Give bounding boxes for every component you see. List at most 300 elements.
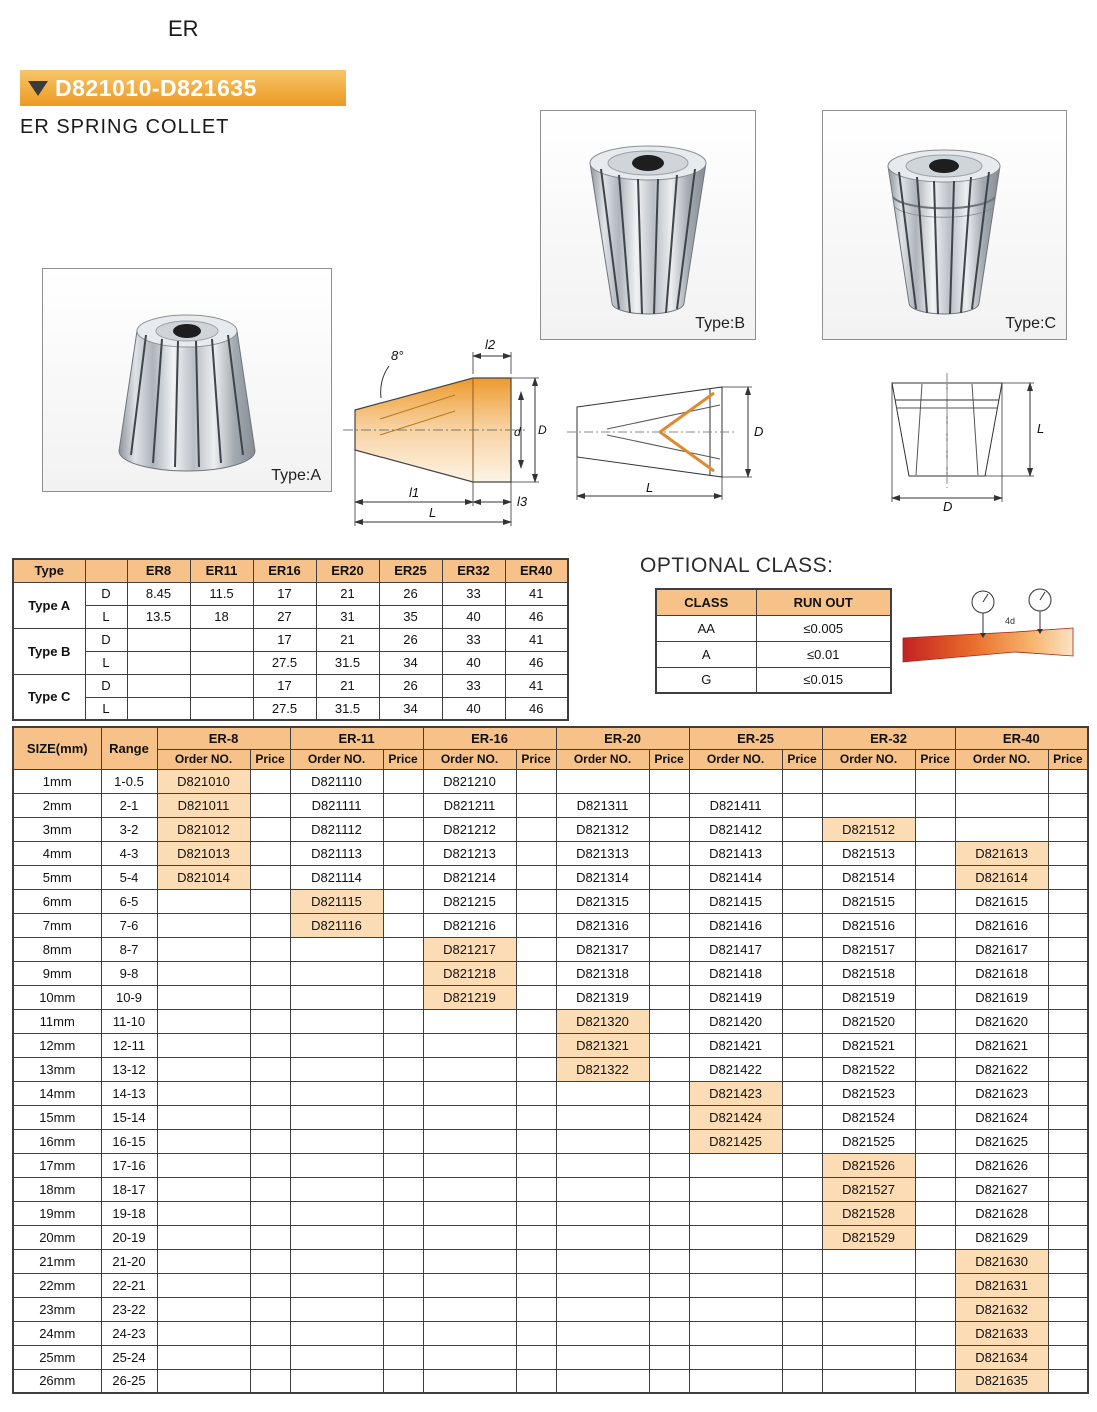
price-cell — [383, 1033, 423, 1057]
price-cell — [383, 817, 423, 841]
order-no-cell — [157, 1009, 250, 1033]
price-cell — [516, 841, 556, 865]
order-no-cell — [423, 1345, 516, 1369]
order-no-cell: D821313 — [556, 841, 649, 865]
order-no-cell: D821613 — [955, 841, 1048, 865]
price-cell — [915, 961, 955, 985]
order-row — [13, 1225, 1088, 1249]
price-cell — [1048, 1249, 1088, 1273]
price-cell — [915, 1057, 955, 1081]
price-header-cell: Price — [1048, 749, 1088, 769]
dim-value-cell — [127, 651, 190, 674]
order-no-cell — [290, 1129, 383, 1153]
dim-value-cell: 27.5 — [253, 651, 316, 674]
price-cell — [1048, 1297, 1088, 1321]
price-cell — [782, 1105, 822, 1129]
price-cell — [250, 1081, 290, 1105]
price-cell — [649, 937, 689, 961]
order-no-cell: D821623 — [955, 1081, 1048, 1105]
order-no-header-cell: Order NO. — [157, 749, 250, 769]
order-no-cell — [556, 1321, 649, 1345]
order-no-cell — [556, 1345, 649, 1369]
order-row — [13, 1009, 1088, 1033]
dim-header-cell — [85, 559, 127, 582]
order-no-cell — [290, 985, 383, 1009]
order-row — [13, 889, 1088, 913]
order-row — [13, 1273, 1088, 1297]
order-no-cell — [157, 1369, 250, 1393]
order-no-cell — [556, 1369, 649, 1393]
order-no-cell: D821014 — [157, 865, 250, 889]
range-cell: 16-15 — [101, 1129, 157, 1153]
dim-row — [13, 651, 568, 674]
triangle-marker-icon — [28, 81, 48, 96]
order-no-cell — [556, 1297, 649, 1321]
order-row — [13, 1297, 1088, 1321]
size-cell: 15mm — [13, 1105, 101, 1129]
price-cell — [1048, 1009, 1088, 1033]
order-no-cell: D821421 — [689, 1033, 782, 1057]
order-row — [13, 1249, 1088, 1273]
order-no-cell — [157, 1201, 250, 1225]
price-cell — [782, 817, 822, 841]
price-cell — [383, 1297, 423, 1321]
price-cell — [516, 1201, 556, 1225]
dim-value-cell: 41 — [505, 674, 568, 697]
order-no-cell — [556, 1081, 649, 1105]
price-cell — [383, 841, 423, 865]
price-cell — [782, 1201, 822, 1225]
order-no-cell — [423, 1249, 516, 1273]
order-row — [13, 865, 1088, 889]
dim-letter-cell: D — [85, 674, 127, 697]
order-no-cell — [157, 889, 250, 913]
order-no-cell — [157, 937, 250, 961]
order-no-cell: D821322 — [556, 1057, 649, 1081]
order-no-cell — [822, 769, 915, 793]
price-cell — [782, 1057, 822, 1081]
order-no-cell: D821412 — [689, 817, 782, 841]
dim-value-cell — [127, 628, 190, 651]
price-cell — [782, 913, 822, 937]
price-cell — [649, 1273, 689, 1297]
order-row — [13, 1177, 1088, 1201]
dim-value-cell — [127, 674, 190, 697]
price-cell — [649, 1009, 689, 1033]
price-cell — [649, 793, 689, 817]
price-cell — [250, 1369, 290, 1393]
dim-header-cell: ER40 — [505, 559, 568, 582]
dim-value-cell: 33 — [442, 674, 505, 697]
range-cell: 10-9 — [101, 985, 157, 1009]
price-cell — [383, 1105, 423, 1129]
price-cell — [649, 841, 689, 865]
dim-value-cell: 8.45 — [127, 582, 190, 605]
price-cell — [915, 985, 955, 1009]
price-cell — [516, 1009, 556, 1033]
order-no-cell: D821622 — [955, 1057, 1048, 1081]
class-value: AA — [656, 615, 756, 641]
order-no-cell: D821632 — [955, 1297, 1048, 1321]
order-no-cell — [157, 961, 250, 985]
dimensions-table — [12, 558, 569, 721]
price-cell — [516, 1249, 556, 1273]
dim-row — [13, 674, 568, 697]
price-cell — [782, 1129, 822, 1153]
order-no-cell — [689, 1249, 782, 1273]
class-row — [656, 641, 891, 667]
price-cell — [782, 769, 822, 793]
price-cell — [250, 961, 290, 985]
order-no-cell: D821519 — [822, 985, 915, 1009]
class-header: CLASS — [656, 589, 756, 615]
order-header-row-sub — [13, 749, 1088, 769]
range-cell: 14-13 — [101, 1081, 157, 1105]
size-cell: 11mm — [13, 1009, 101, 1033]
size-cell: 14mm — [13, 1081, 101, 1105]
size-cell: 18mm — [13, 1177, 101, 1201]
order-no-cell: D821212 — [423, 817, 516, 841]
size-cell: 19mm — [13, 1201, 101, 1225]
price-cell — [1048, 793, 1088, 817]
price-cell — [250, 1009, 290, 1033]
dim-header-cell: ER11 — [190, 559, 253, 582]
order-row — [13, 1201, 1088, 1225]
order-no-cell — [290, 1105, 383, 1129]
runout-value: ≤0.01 — [756, 641, 891, 667]
price-cell — [915, 1105, 955, 1129]
order-no-cell: D821423 — [689, 1081, 782, 1105]
price-cell — [1048, 1273, 1088, 1297]
order-no-cell — [689, 1225, 782, 1249]
order-no-cell: D821321 — [556, 1033, 649, 1057]
dim-value-cell: 21 — [316, 628, 379, 651]
dim-value-cell: 26 — [379, 582, 442, 605]
order-no-cell — [556, 1105, 649, 1129]
dim-row — [13, 697, 568, 720]
price-cell — [649, 1249, 689, 1273]
order-no-cell: D821513 — [822, 841, 915, 865]
price-cell — [383, 1249, 423, 1273]
price-cell — [649, 1057, 689, 1081]
range-cell: 3-2 — [101, 817, 157, 841]
order-table-body — [13, 769, 1088, 1393]
order-no-cell: D821113 — [290, 841, 383, 865]
dim-table-head — [13, 559, 568, 582]
dim-L-label: L — [429, 505, 437, 520]
price-cell — [782, 889, 822, 913]
size-header-cell: SIZE(mm) — [13, 727, 101, 769]
range-cell: 20-19 — [101, 1225, 157, 1249]
order-no-cell — [689, 1201, 782, 1225]
price-cell — [915, 841, 955, 865]
size-cell: 3mm — [13, 817, 101, 841]
order-no-cell — [290, 1273, 383, 1297]
price-cell — [250, 1153, 290, 1177]
price-cell — [649, 889, 689, 913]
order-no-cell: D821217 — [423, 937, 516, 961]
order-no-cell — [290, 1033, 383, 1057]
price-cell — [782, 865, 822, 889]
dim-L-label: L — [1037, 421, 1045, 436]
price-cell — [1048, 841, 1088, 865]
price-cell — [250, 817, 290, 841]
order-no-header-cell: Order NO. — [290, 749, 383, 769]
price-cell — [649, 985, 689, 1009]
range-cell: 25-24 — [101, 1345, 157, 1369]
order-no-cell: D821633 — [955, 1321, 1048, 1345]
price-cell — [649, 1345, 689, 1369]
order-no-cell: D821312 — [556, 817, 649, 841]
order-row — [13, 1105, 1088, 1129]
order-no-cell: D821114 — [290, 865, 383, 889]
dim-l3-label: l3 — [517, 494, 528, 509]
order-no-cell — [157, 1321, 250, 1345]
order-no-cell — [157, 1105, 250, 1129]
price-cell — [1048, 1057, 1088, 1081]
price-cell — [782, 1153, 822, 1177]
profile-drawing-b — [562, 360, 767, 510]
order-no-cell — [423, 1081, 516, 1105]
order-no-cell: D821527 — [822, 1177, 915, 1201]
order-no-cell: D821616 — [955, 913, 1048, 937]
range-cell: 2-1 — [101, 793, 157, 817]
price-cell — [516, 1057, 556, 1081]
order-no-cell — [423, 1321, 516, 1345]
order-no-cell — [423, 1225, 516, 1249]
dim-value-cell: 31.5 — [316, 651, 379, 674]
price-cell — [383, 1201, 423, 1225]
size-cell: 7mm — [13, 913, 101, 937]
price-cell — [1048, 889, 1088, 913]
price-cell — [1048, 1321, 1088, 1345]
order-no-cell: D821419 — [689, 985, 782, 1009]
order-header-row-groups — [13, 727, 1088, 749]
order-no-cell: D821315 — [556, 889, 649, 913]
price-cell — [516, 1177, 556, 1201]
order-no-cell — [556, 1129, 649, 1153]
price-cell — [516, 1129, 556, 1153]
price-cell — [915, 1129, 955, 1153]
price-cell — [516, 961, 556, 985]
order-no-cell: D821619 — [955, 985, 1048, 1009]
price-header-cell: Price — [516, 749, 556, 769]
price-cell — [782, 1081, 822, 1105]
price-cell — [915, 1177, 955, 1201]
range-cell: 17-16 — [101, 1153, 157, 1177]
order-no-cell — [689, 1297, 782, 1321]
price-cell — [383, 1009, 423, 1033]
order-no-cell — [689, 1153, 782, 1177]
order-row — [13, 1369, 1088, 1393]
dim-D-label: D — [538, 423, 547, 437]
order-no-cell: D821516 — [822, 913, 915, 937]
order-no-cell: D821112 — [290, 817, 383, 841]
dim-value-cell: 17 — [253, 628, 316, 651]
order-no-cell: D821414 — [689, 865, 782, 889]
runout-value: ≤0.005 — [756, 615, 891, 641]
price-header-cell: Price — [383, 749, 423, 769]
order-no-cell — [556, 1201, 649, 1225]
order-no-cell: D821621 — [955, 1033, 1048, 1057]
group-header-cell: ER-32 — [822, 727, 955, 749]
range-cell: 7-6 — [101, 913, 157, 937]
collet-photo-a — [43, 269, 331, 491]
profile-drawing-c — [852, 358, 1047, 513]
group-header-cell: ER-8 — [157, 727, 290, 749]
range-cell: 26-25 — [101, 1369, 157, 1393]
size-cell: 25mm — [13, 1345, 101, 1369]
order-no-cell — [157, 1057, 250, 1081]
order-no-cell: D821628 — [955, 1201, 1048, 1225]
order-no-cell: D821629 — [955, 1225, 1048, 1249]
order-no-cell: D821523 — [822, 1081, 915, 1105]
price-cell — [649, 913, 689, 937]
dim-header-cell: ER16 — [253, 559, 316, 582]
order-no-cell: D821420 — [689, 1009, 782, 1033]
price-cell — [516, 1033, 556, 1057]
price-cell — [782, 937, 822, 961]
order-no-cell — [822, 1273, 915, 1297]
price-cell — [250, 865, 290, 889]
dim-header-cell: ER20 — [316, 559, 379, 582]
order-no-header-cell: Order NO. — [423, 749, 516, 769]
class-table — [655, 588, 892, 694]
order-no-cell — [423, 1033, 516, 1057]
order-no-cell: D821013 — [157, 841, 250, 865]
order-no-cell: D821111 — [290, 793, 383, 817]
order-no-cell: D821417 — [689, 937, 782, 961]
dim-value-cell: 33 — [442, 628, 505, 651]
order-no-cell — [556, 1273, 649, 1297]
order-no-cell: D821317 — [556, 937, 649, 961]
order-no-cell — [689, 1321, 782, 1345]
order-row — [13, 1345, 1088, 1369]
range-cell: 21-20 — [101, 1249, 157, 1273]
price-cell — [782, 1297, 822, 1321]
order-no-cell — [157, 1081, 250, 1105]
order-no-cell — [556, 1153, 649, 1177]
price-cell — [782, 841, 822, 865]
dim-D-label: D — [754, 424, 764, 439]
group-header-cell: ER-40 — [955, 727, 1088, 749]
order-no-cell: D821011 — [157, 793, 250, 817]
range-cell: 18-17 — [101, 1177, 157, 1201]
price-cell — [383, 1057, 423, 1081]
order-no-cell — [822, 1249, 915, 1273]
order-no-cell — [955, 817, 1048, 841]
price-cell — [782, 1033, 822, 1057]
order-no-cell: D821210 — [423, 769, 516, 793]
price-cell — [383, 1321, 423, 1345]
order-no-cell — [290, 1369, 383, 1393]
price-cell — [649, 1321, 689, 1345]
price-cell — [649, 1225, 689, 1249]
order-no-cell: D821521 — [822, 1033, 915, 1057]
order-no-cell — [822, 793, 915, 817]
price-cell — [915, 1273, 955, 1297]
price-cell — [782, 1225, 822, 1249]
price-cell — [782, 1009, 822, 1033]
order-no-cell — [290, 1345, 383, 1369]
order-no-cell: D821626 — [955, 1153, 1048, 1177]
price-cell — [782, 1249, 822, 1273]
size-cell: 13mm — [13, 1057, 101, 1081]
order-no-header-cell: Order NO. — [955, 749, 1048, 769]
price-cell — [915, 769, 955, 793]
order-no-cell — [423, 1297, 516, 1321]
order-row — [13, 817, 1088, 841]
order-no-cell — [157, 1153, 250, 1177]
order-no-cell: D821525 — [822, 1129, 915, 1153]
dim-value-cell: 35 — [379, 605, 442, 628]
price-header-cell: Price — [782, 749, 822, 769]
order-no-cell — [423, 1273, 516, 1297]
class-value: G — [656, 667, 756, 693]
price-cell — [516, 865, 556, 889]
group-header-cell: ER-20 — [556, 727, 689, 749]
order-no-cell — [556, 1177, 649, 1201]
price-cell — [250, 1321, 290, 1345]
dim-angle-label: 8° — [391, 348, 404, 363]
range-cell: 4-3 — [101, 841, 157, 865]
dim-value-cell — [127, 697, 190, 720]
order-no-cell: D821010 — [157, 769, 250, 793]
order-no-cell: D821115 — [290, 889, 383, 913]
price-cell — [516, 1369, 556, 1393]
price-cell — [383, 1273, 423, 1297]
price-cell — [915, 1249, 955, 1273]
order-no-cell: D821214 — [423, 865, 516, 889]
group-header-cell: ER-16 — [423, 727, 556, 749]
dim-value-cell: 26 — [379, 628, 442, 651]
price-cell — [516, 1297, 556, 1321]
price-cell — [516, 817, 556, 841]
price-cell — [1048, 1201, 1088, 1225]
price-cell — [250, 1273, 290, 1297]
size-cell: 5mm — [13, 865, 101, 889]
order-no-cell: D821319 — [556, 985, 649, 1009]
dim-value-cell: 46 — [505, 651, 568, 674]
price-cell — [1048, 1129, 1088, 1153]
dim-value-cell — [190, 651, 253, 674]
order-no-cell — [689, 1273, 782, 1297]
dim-value-cell — [190, 628, 253, 651]
dim-value-cell — [190, 697, 253, 720]
price-cell — [250, 1345, 290, 1369]
size-cell: 12mm — [13, 1033, 101, 1057]
price-cell — [915, 817, 955, 841]
order-no-cell: D821620 — [955, 1009, 1048, 1033]
dim-D-label: D — [943, 499, 953, 513]
order-no-cell — [157, 1273, 250, 1297]
order-no-cell: D821314 — [556, 865, 649, 889]
order-no-cell: D821311 — [556, 793, 649, 817]
order-no-cell — [290, 1201, 383, 1225]
price-cell — [516, 937, 556, 961]
price-cell — [649, 1033, 689, 1057]
photo-label-type-c: Type:C — [1005, 315, 1056, 332]
class-row — [656, 615, 891, 641]
dim-letter-cell: L — [85, 697, 127, 720]
price-cell — [383, 1345, 423, 1369]
dim-value-cell: 31.5 — [316, 697, 379, 720]
order-no-cell — [157, 1033, 250, 1057]
section-drawing — [325, 318, 550, 533]
size-cell: 1mm — [13, 769, 101, 793]
order-no-cell: D821630 — [955, 1249, 1048, 1273]
collet-photo-c — [823, 111, 1066, 339]
